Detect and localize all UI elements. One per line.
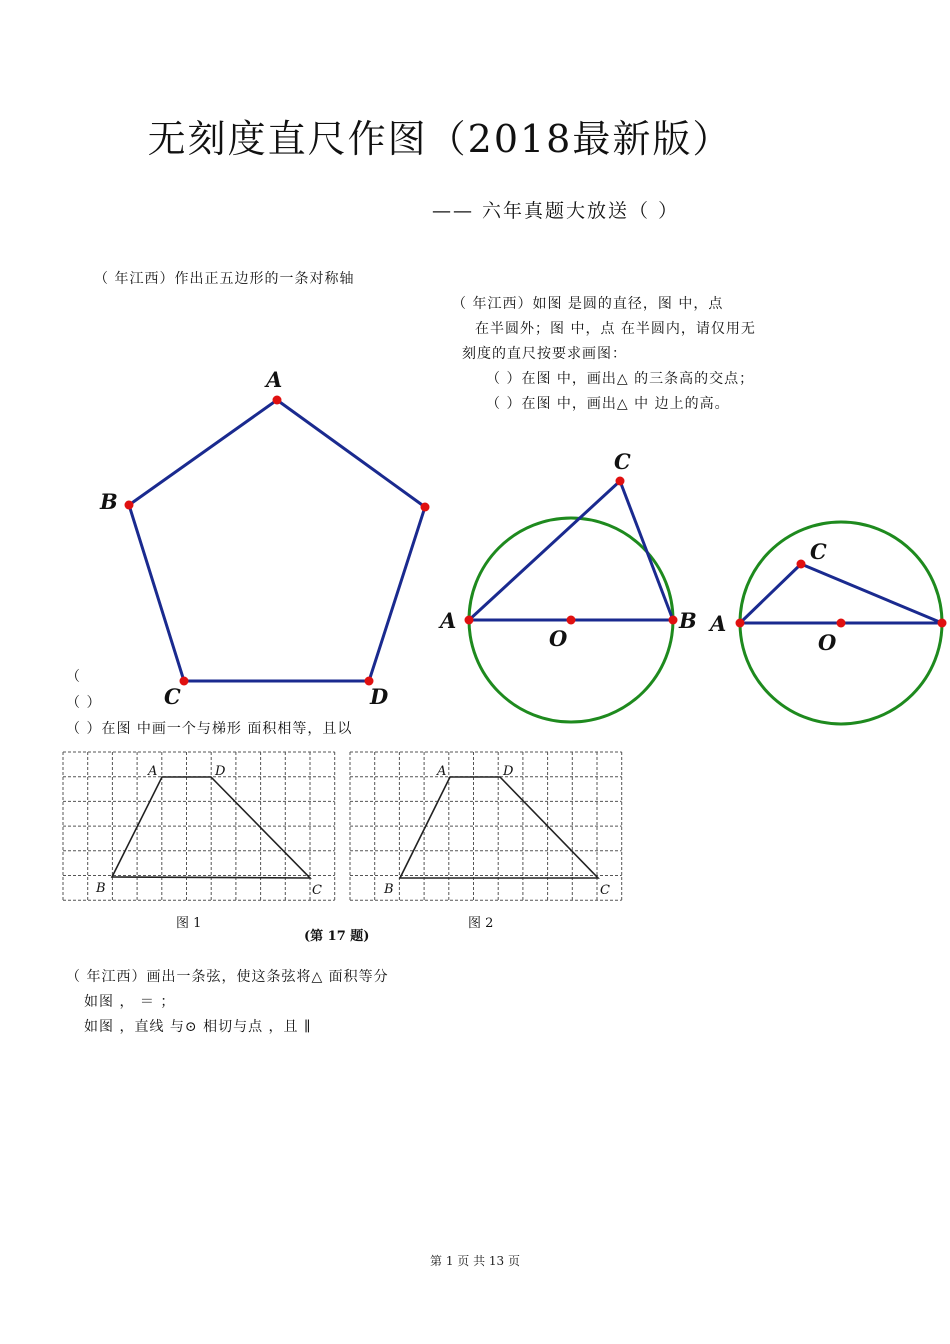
pentagon-label-b: B [100, 489, 118, 514]
point-o-1 [567, 616, 576, 625]
q4-line-1: （ 年江西）画出一条弦，使这条弦将△ 面积等分 [66, 969, 389, 985]
label-o-1: O [549, 626, 568, 651]
label-c-2: C [810, 539, 827, 564]
label-a-2: A [710, 611, 727, 636]
pentagon-figure [99, 367, 430, 709]
trapezoid-2 [400, 777, 598, 878]
label-b-1: B [679, 608, 697, 633]
grid2-caption: 图 2 [468, 916, 494, 931]
pentagon-shape [129, 400, 425, 681]
pentagon-label-c: C [164, 684, 181, 709]
point-b-1 [669, 616, 678, 625]
page-subtitle: —— 六年真题大放送（ ） [432, 200, 680, 222]
grid1-label-c: C [312, 883, 322, 898]
segment-bc-1 [620, 481, 673, 620]
grid1-label-b: B [96, 881, 106, 896]
page-footer: 第 1 页 共 13 页 [430, 1254, 520, 1268]
grid2-label-c: C [600, 883, 610, 898]
point-a-1 [465, 616, 474, 625]
q2-line-5: （ ）在图 中，画出△ 中 边上的高。 [486, 396, 730, 412]
pentagon-point-e [421, 503, 430, 512]
point-a-2 [736, 619, 745, 628]
q4-line-2: 如图 ， ＝ ； [84, 994, 176, 1010]
circle-figure-2 [708, 522, 947, 724]
point-b-2 [938, 619, 947, 628]
label-c-1: C [614, 449, 631, 474]
segment-ac-2 [740, 564, 801, 623]
q3-line-2: （ ） [66, 695, 102, 711]
q2-line-1: （ 年江西）如图 是圆的直径，图 中，点 [452, 296, 724, 312]
pentagon-point-c [180, 677, 189, 686]
grid-figure-1 [63, 752, 335, 931]
grid1-label-d: D [215, 764, 226, 779]
grid2-label-a: A [437, 764, 447, 779]
segment-bc-2 [801, 564, 942, 623]
grid1-label-a: A [148, 764, 158, 779]
segment-ac-1 [469, 481, 620, 620]
label-a-1: A [440, 608, 457, 633]
page-title: 无刻度直尺作图（2018最新版） [147, 117, 733, 161]
pentagon-label-d: D [370, 684, 389, 709]
grid2-label-d: D [503, 764, 514, 779]
q1-text: （ 年江西）作出正五边形的一条对称轴 [94, 271, 355, 287]
point-o-2 [837, 619, 846, 628]
q2-line-4: （ ）在图 中，画出△ 的三条高的交点； [486, 371, 755, 387]
point-c-2 [797, 560, 806, 569]
point-c-1 [616, 477, 625, 486]
label-o-2: O [818, 630, 837, 655]
pentagon-label-a: A [266, 367, 283, 392]
pentagon-point-a [273, 396, 282, 405]
grid-figure-2 [350, 752, 622, 931]
pentagon-point-b [125, 501, 134, 510]
q3-line-1: （ [66, 669, 81, 685]
q2-line-3: 刻度的直尺按要求画图： [462, 346, 627, 362]
q3-line-3: （ ）在图 中画一个与梯形 面积相等，且以 [66, 721, 353, 737]
q4-line-3: 如图 ，直线 与⊙ 相切与点 ，且 ∥ [84, 1019, 312, 1035]
circle-figure-1 [438, 449, 697, 722]
question-caption: (第 17 题) [304, 929, 370, 944]
grid1-caption: 图 1 [176, 916, 202, 931]
q2-line-2: 在半圆外；图 中，点 在半圆内，请仅用无 [475, 321, 756, 337]
grid2-label-b: B [384, 882, 394, 897]
